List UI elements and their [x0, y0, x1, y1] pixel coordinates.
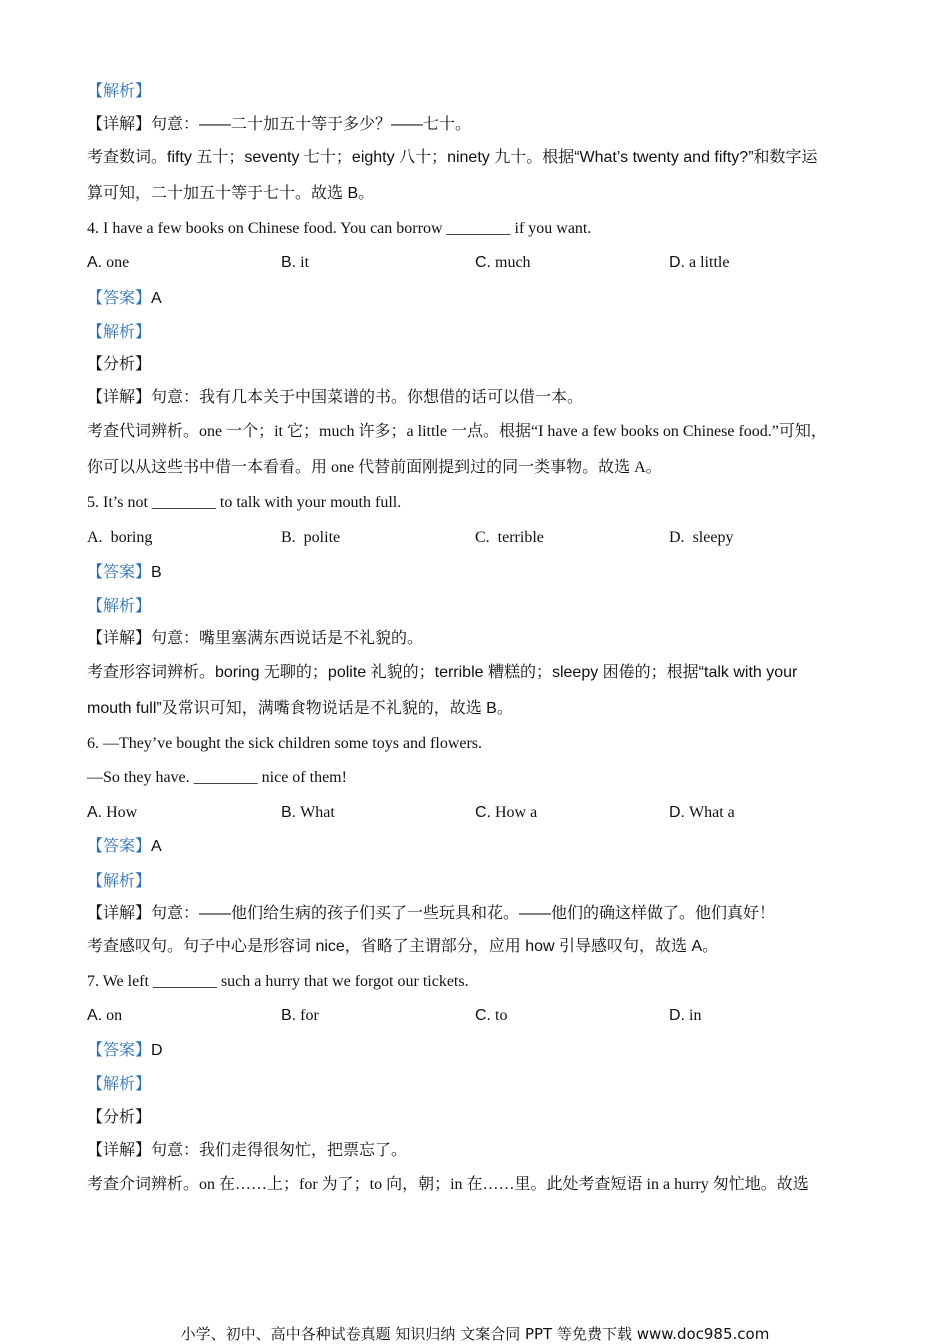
option-b: B. What [281, 804, 335, 821]
answer-value: A [151, 838, 162, 855]
option-c: C. terrible [475, 529, 544, 546]
explanation-text: 考查形容词辨析。boring 无聊的；polite 礼貌的；terrible 糟糕的；sleepy 困倦的；根据“talk with your [87, 664, 798, 681]
option-d: D. What a [669, 804, 735, 821]
option-b: B. for [281, 1007, 319, 1024]
option-a: A. How [87, 804, 138, 821]
explanation-text: 考查介词辨析。on 在……上；for 为了；to 向，朝；in 在……里。此处考查短语 in a hurry 匆忙地。故选 [87, 1176, 809, 1193]
explanation-text: 你可以从这些书中借一本看看。用 one 代替前面刚提到过的同一类事物。故选 A。 [87, 459, 662, 476]
question-stem: 4. I have a few books on Chinese food. You can borrow ________ if you want. [87, 220, 592, 237]
answer-line: 【答案】A [87, 836, 162, 855]
answer-line: 【答案】B [87, 562, 162, 581]
option-d: D. in [669, 1007, 702, 1024]
option-a: A. on [87, 1007, 123, 1024]
analysis-tag: 【解析】 [87, 1074, 152, 1093]
explanation-text: 算可知，二十加五十等于七十。故选 B。 [87, 185, 375, 202]
explanation-text: mouth full”及常识可知，满嘴食物说话是不礼貌的，故选 B。 [87, 700, 513, 717]
analysis-tag: 【解析】 [87, 596, 152, 615]
option-d: D. sleepy [669, 529, 734, 546]
detail-text: 【详解】句意：——他们给生病的孩子们买了一些玩具和花。——他们的确这样做了。他们真好！ [87, 905, 776, 922]
option-a: A. boring [87, 529, 153, 546]
analysis-tag: 【解析】 [87, 871, 152, 890]
question-stem: 7. We left ________ such a hurry that we forgot our tickets. [87, 973, 469, 990]
answer-value: A [151, 290, 162, 307]
explanation-text: 考查代词辨析。one 一个；it 它；much 许多；a little 一点。根据“I have a few books on Chinese food.”可知， [87, 423, 827, 440]
analysis-tag: 【解析】 [87, 81, 152, 100]
option-c: C. much [475, 254, 531, 271]
option-a: A. one [87, 254, 130, 271]
answer-line: 【答案】D [87, 1040, 163, 1059]
question-stem: 6. —They’ve bought the sick children some toys and flowers. [87, 735, 483, 752]
fenxi-tag: 【分析】 [87, 356, 152, 373]
option-b: B. polite [281, 529, 341, 546]
detail-text: 【详解】句意：——二十加五十等于多少？——七十。 [87, 116, 472, 133]
footer-text: 小学、初中、高中各种试卷真题 知识归纳 文案合同 PPT 等免费下载 www.doc985.com [180, 1325, 770, 1343]
detail-text: 【详解】句意：我们走得很匆忙，把票忘了。 [87, 1142, 408, 1159]
explanation-text: 考查感叹句。句子中心是形容词 nice，省略了主谓部分，应用 how 引导感叹句，故选 A。 [87, 938, 719, 955]
answer-value: D [151, 1042, 163, 1059]
detail-text: 【详解】句意：嘴里塞满东西说话是不礼貌的。 [87, 630, 424, 647]
explanation-text: 考查数词。fifty 五十；seventy 七十；eighty 八十；ninety 九十。根据“What’s twenty and fifty?”和数字运 [87, 149, 818, 166]
question-stem: 5. It’s not ________ to talk with your mouth full. [87, 494, 402, 511]
fenxi-tag: 【分析】 [87, 1109, 152, 1126]
detail-text: 【详解】句意：我有几本关于中国菜谱的书。你想借的话可以借一本。 [87, 389, 584, 406]
option-d: D. a little [669, 254, 730, 271]
analysis-tag: 【解析】 [87, 322, 152, 341]
option-c: C. How a [475, 804, 538, 821]
answer-value: B [151, 564, 162, 581]
option-b: B. it [281, 254, 310, 271]
option-c: C. to [475, 1007, 508, 1024]
question-stem-2: —So they have. ________ nice of them! [87, 769, 347, 786]
answer-line: 【答案】A [87, 288, 162, 307]
